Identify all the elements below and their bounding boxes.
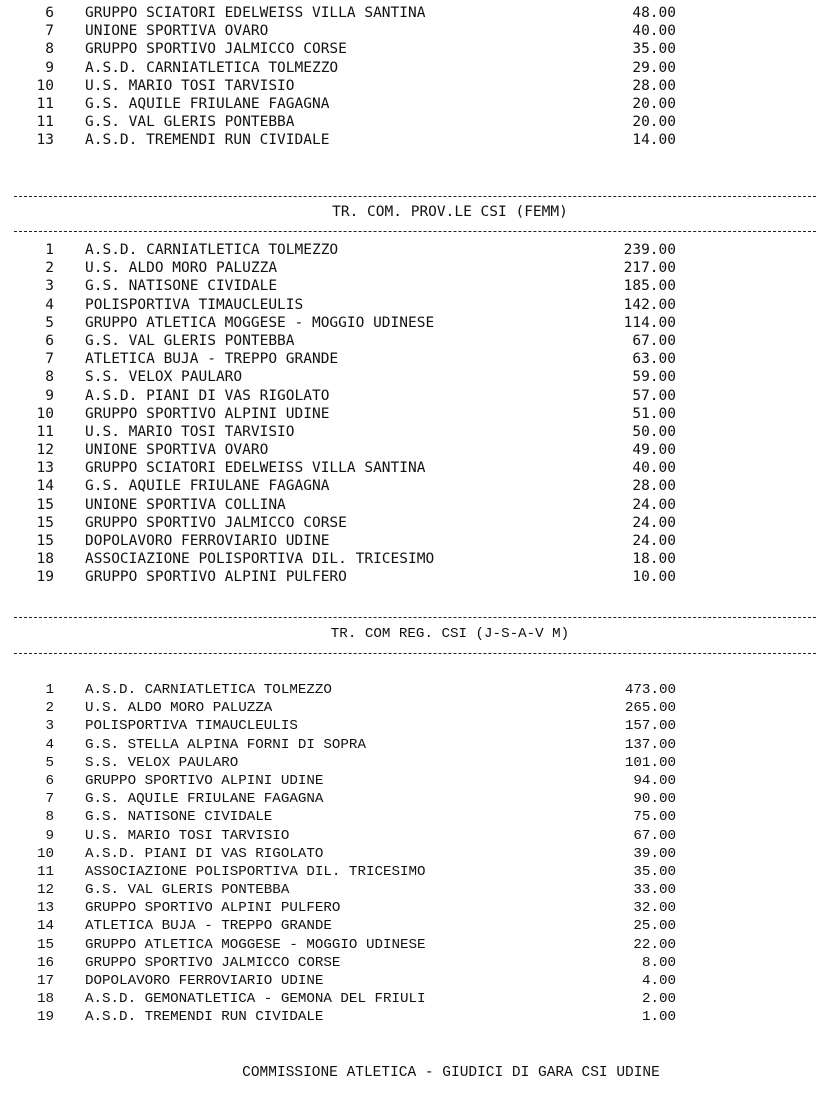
rank: 19 <box>36 569 54 586</box>
team-name: A.S.D. PIANI DI VAS RIGOLATO <box>85 845 324 862</box>
points: 28.00 <box>632 478 676 495</box>
team-name: GRUPPO SPORTIVO JALMICCO CORSE <box>85 954 341 971</box>
rank: 15 <box>36 936 54 953</box>
team-name: UNIONE SPORTIVA OVARO <box>85 442 269 459</box>
rank: 9 <box>45 59 54 76</box>
table-row <box>0 550 820 568</box>
rank: 16 <box>36 954 54 971</box>
points: 18.00 <box>632 551 676 568</box>
points: 2.00 <box>641 991 676 1008</box>
team-name: U.S. MARIO TOSI TARVISIO <box>85 423 295 440</box>
points: 114.00 <box>623 314 676 331</box>
rank: 18 <box>36 991 54 1008</box>
team-name: A.S.D. TREMENDI RUN CIVIDALE <box>85 132 330 149</box>
rank: 19 <box>36 1009 54 1026</box>
rank: 2 <box>45 260 54 277</box>
dashed-separator <box>14 196 816 197</box>
team-name: U.S. ALDO MORO PALUZZA <box>85 700 273 717</box>
table-row <box>0 754 820 772</box>
team-name: G.S. AQUILE FRIULANE FAGAGNA <box>85 478 330 495</box>
rank: 13 <box>36 900 54 917</box>
table-row <box>0 1008 820 1026</box>
points: 217.00 <box>623 260 676 277</box>
points: 63.00 <box>632 351 676 368</box>
table-row <box>0 827 820 845</box>
table-row <box>0 296 820 314</box>
table-row <box>0 314 820 332</box>
team-name: S.S. VELOX PAULARO <box>85 754 239 771</box>
table-row <box>0 405 820 423</box>
table-row <box>0 699 820 717</box>
table-row <box>0 59 820 77</box>
team-name: DOPOLAVORO FERROVIARIO UDINE <box>85 533 330 549</box>
team-name: U.S. ALDO MORO PALUZZA <box>85 260 278 277</box>
table-row <box>0 514 820 532</box>
rank: 5 <box>45 314 54 331</box>
points: 29.00 <box>632 59 676 76</box>
rank: 6 <box>45 332 54 349</box>
rank: 2 <box>45 700 54 717</box>
points: 40.00 <box>632 460 676 477</box>
points: 20.00 <box>632 95 676 112</box>
rank: 7 <box>45 351 54 368</box>
rank: 8 <box>45 369 54 386</box>
rank: 8 <box>45 809 54 826</box>
rank: 9 <box>45 827 54 844</box>
team-name: A.S.D. CARNIATLETICA TOLMEZZO <box>85 59 339 76</box>
rank: 4 <box>45 296 54 313</box>
rank: 11 <box>36 114 54 131</box>
rank: 17 <box>36 973 54 989</box>
team-name: G.S. VAL GLERIS PONTEBBA <box>85 882 290 899</box>
points: 25.00 <box>633 918 676 935</box>
rank: 6 <box>45 5 54 21</box>
points: 59.00 <box>632 369 676 386</box>
points: 35.00 <box>632 41 676 58</box>
rank: 4 <box>45 736 54 753</box>
team-name: GRUPPO SCIATORI EDELWEISS VILLA SANTINA <box>85 5 426 21</box>
rank: 6 <box>45 772 54 789</box>
table-row <box>0 4 820 22</box>
rank: 3 <box>45 278 54 295</box>
points: 51.00 <box>632 405 676 422</box>
points: 90.00 <box>633 791 676 808</box>
table-row <box>0 881 820 899</box>
table-row <box>0 681 820 699</box>
table-row <box>0 113 820 131</box>
rank: 5 <box>45 754 54 771</box>
team-name: POLISPORTIVA TIMAUCLEULIS <box>85 718 298 735</box>
rank: 18 <box>36 551 54 568</box>
team-name: A.S.D. CARNIATLETICA TOLMEZZO <box>85 682 332 698</box>
team-name: G.S. AQUILE FRIULANE FAGAGNA <box>85 95 330 112</box>
rank: 8 <box>45 41 54 58</box>
table-row <box>0 459 820 477</box>
table-row <box>0 40 820 58</box>
team-name: G.S. NATISONE CIVIDALE <box>85 278 278 295</box>
table-row <box>0 277 820 295</box>
rank: 7 <box>45 23 54 40</box>
points: 50.00 <box>632 423 676 440</box>
table-row <box>0 717 820 735</box>
rank: 11 <box>36 863 54 880</box>
points: 157.00 <box>624 718 676 735</box>
points: 185.00 <box>623 278 676 295</box>
table-row <box>0 845 820 863</box>
rank: 1 <box>45 682 54 698</box>
rank: 12 <box>36 442 54 459</box>
team-name: GRUPPO ATLETICA MOGGESE - MOGGIO UDINESE <box>85 314 435 331</box>
points: 1.00 <box>641 1009 676 1026</box>
table-row <box>0 131 820 149</box>
section-title-reg: TR. COM REG. CSI (J-S-A-V M) <box>330 626 570 642</box>
team-name: UNIONE SPORTIVA COLLINA <box>85 496 286 513</box>
table-row <box>0 917 820 935</box>
team-name: GRUPPO SPORTIVO JALMICCO CORSE <box>85 514 347 531</box>
dashed-separator <box>14 617 816 618</box>
team-name: G.S. VAL GLERIS PONTEBBA <box>85 332 295 349</box>
team-name: A.S.D. PIANI DI VAS RIGOLATO <box>85 387 330 404</box>
points: 265.00 <box>624 700 676 717</box>
table-row <box>0 423 820 441</box>
team-name: A.S.D. GEMONATLETICA - GEMONA DEL FRIULI <box>85 991 426 1008</box>
team-name: U.S. MARIO TOSI TARVISIO <box>85 77 295 94</box>
team-name: ASSOCIAZIONE POLISPORTIVA DIL. TRICESIMO <box>85 863 426 880</box>
table-row <box>0 808 820 826</box>
team-name: GRUPPO SPORTIVO JALMICCO CORSE <box>85 41 347 58</box>
footer-signature: COMMISSIONE ATLETICA - GIUDICI DI GARA CSI UDINE <box>242 1065 660 1081</box>
points: 24.00 <box>632 514 676 531</box>
table-row <box>0 368 820 386</box>
points: 67.00 <box>632 332 676 349</box>
table-row <box>0 772 820 790</box>
points: 75.00 <box>633 809 676 826</box>
femm-ranking-table <box>0 241 820 587</box>
team-name: GRUPPO SPORTIVO ALPINI UDINE <box>85 772 324 789</box>
rank: 12 <box>36 882 54 899</box>
team-name: DOPOLAVORO FERROVIARIO UDINE <box>85 973 324 989</box>
table-row <box>0 532 820 550</box>
points: 57.00 <box>632 387 676 404</box>
points: 32.00 <box>633 900 676 917</box>
points: 35.00 <box>633 863 676 880</box>
table-row <box>0 936 820 954</box>
rank: 13 <box>36 460 54 477</box>
rank: 3 <box>45 718 54 735</box>
rank: 11 <box>36 423 54 440</box>
points: 28.00 <box>632 77 676 94</box>
team-name: ASSOCIAZIONE POLISPORTIVA DIL. TRICESIMO <box>85 551 435 568</box>
rank: 9 <box>45 387 54 404</box>
points: 49.00 <box>632 442 676 459</box>
table-row <box>0 954 820 972</box>
team-name: G.S. AQUILE FRIULANE FAGAGNA <box>85 791 324 808</box>
points: 94.00 <box>633 772 676 789</box>
rank: 14 <box>36 478 54 495</box>
points: 14.00 <box>632 132 676 149</box>
table-row <box>0 350 820 368</box>
rank: 11 <box>36 95 54 112</box>
team-name: ATLETICA BUJA - TREPPO GRANDE <box>85 918 332 935</box>
table-row <box>0 863 820 881</box>
table-row <box>0 899 820 917</box>
team-name: A.S.D. CARNIATLETICA TOLMEZZO <box>85 242 339 258</box>
team-name: G.S. NATISONE CIVIDALE <box>85 809 273 826</box>
table-row <box>0 477 820 495</box>
table-row <box>0 259 820 277</box>
team-name: G.S. STELLA ALPINA FORNI DI SOPRA <box>85 736 366 753</box>
points: 10.00 <box>632 569 676 586</box>
team-name: GRUPPO ATLETICA MOGGESE - MOGGIO UDINESE <box>85 936 426 953</box>
rank: 15 <box>36 496 54 513</box>
team-name: GRUPPO SPORTIVO ALPINI UDINE <box>85 405 330 422</box>
points: 39.00 <box>633 845 676 862</box>
points: 137.00 <box>624 736 676 753</box>
table-row <box>0 22 820 40</box>
table-row <box>0 972 820 990</box>
rank: 10 <box>36 405 54 422</box>
points: 473.00 <box>624 682 676 698</box>
team-name: GRUPPO SPORTIVO ALPINI PULFERO <box>85 900 341 917</box>
table-row <box>0 790 820 808</box>
team-name: S.S. VELOX PAULARO <box>85 369 243 386</box>
section-title-femm: TR. COM. PROV.LE CSI (FEMM) <box>332 204 568 220</box>
top-ranking-table <box>0 4 820 150</box>
reg-ranking-table <box>0 681 820 1027</box>
points: 24.00 <box>632 496 676 513</box>
table-row <box>0 95 820 113</box>
rank: 10 <box>36 77 54 94</box>
dashed-separator <box>14 653 816 654</box>
rank: 10 <box>36 845 54 862</box>
table-row <box>0 77 820 95</box>
team-name: GRUPPO SPORTIVO ALPINI PULFERO <box>85 569 347 586</box>
rank: 15 <box>36 533 54 549</box>
team-name: U.S. MARIO TOSI TARVISIO <box>85 827 290 844</box>
rank: 15 <box>36 514 54 531</box>
team-name: G.S. VAL GLERIS PONTEBBA <box>85 114 295 131</box>
points: 40.00 <box>632 23 676 40</box>
points: 142.00 <box>623 296 676 313</box>
table-row <box>0 332 820 350</box>
points: 101.00 <box>624 754 676 771</box>
points: 24.00 <box>632 533 676 549</box>
points: 22.00 <box>633 936 676 953</box>
table-row <box>0 441 820 459</box>
table-row <box>0 990 820 1008</box>
points: 20.00 <box>632 114 676 131</box>
points: 4.00 <box>641 973 676 989</box>
team-name: POLISPORTIVA TIMAUCLEULIS <box>85 296 304 313</box>
points: 48.00 <box>632 5 676 21</box>
rank: 7 <box>45 791 54 808</box>
points: 67.00 <box>633 827 676 844</box>
points: 33.00 <box>633 882 676 899</box>
team-name: A.S.D. TREMENDI RUN CIVIDALE <box>85 1009 324 1026</box>
table-row <box>0 568 820 586</box>
rank: 14 <box>36 918 54 935</box>
dashed-separator <box>14 231 816 232</box>
rank: 1 <box>45 242 54 258</box>
team-name: GRUPPO SCIATORI EDELWEISS VILLA SANTINA <box>85 460 426 477</box>
points: 8.00 <box>641 954 676 971</box>
table-row <box>0 387 820 405</box>
team-name: UNIONE SPORTIVA OVARO <box>85 23 269 40</box>
rank: 13 <box>36 132 54 149</box>
points: 239.00 <box>623 242 676 258</box>
table-row <box>0 496 820 514</box>
table-row <box>0 736 820 754</box>
team-name: ATLETICA BUJA - TREPPO GRANDE <box>85 351 339 368</box>
table-row <box>0 241 820 259</box>
